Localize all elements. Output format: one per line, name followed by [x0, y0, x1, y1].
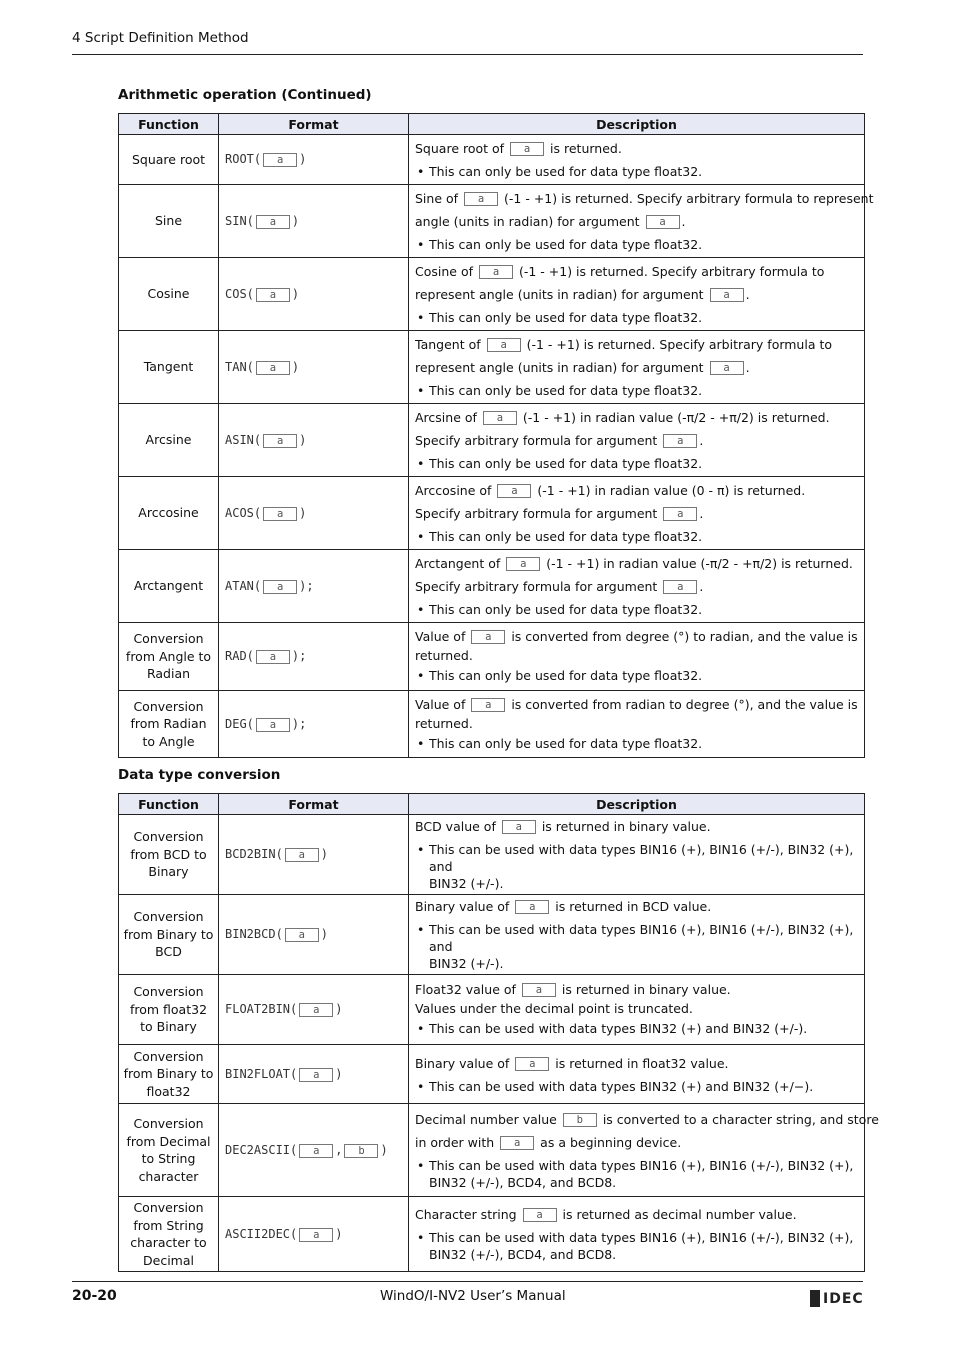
function-name: from Binary to	[123, 926, 214, 942]
function-cell	[119, 815, 219, 895]
table-row	[119, 135, 865, 185]
description-note: • This can only be used for data type float32.	[415, 667, 858, 684]
function-cell	[119, 623, 219, 691]
description-text: Specify arbitrary formula for argument a .	[415, 506, 704, 521]
function-name: BCD	[155, 944, 182, 960]
description-cell	[409, 258, 865, 331]
argument-box-a: a	[710, 288, 744, 302]
function-cell	[119, 1197, 219, 1272]
format-code-end: )	[335, 1002, 343, 1016]
description-note: • This can only be used for data type float32.	[415, 163, 858, 180]
description-text: represent angle (units in radian) for argument a .	[415, 360, 750, 375]
argument-box-a: a	[497, 484, 531, 498]
function-cell	[119, 975, 219, 1045]
column-header-format: Format	[219, 114, 409, 135]
format-code: DEG(	[225, 716, 254, 731]
format-cell	[219, 550, 409, 623]
format-code: BIN2FLOAT(	[225, 1066, 298, 1081]
argument-box-a: a	[256, 650, 290, 664]
argument-box-a: a	[515, 900, 549, 914]
argument-box-a: a	[263, 434, 297, 448]
table-row	[119, 331, 865, 404]
format-cell	[219, 404, 409, 477]
argument-box-a: a	[522, 983, 556, 997]
description-note: • This can only be used for data type float32.	[415, 601, 858, 618]
format-code: TAN(	[225, 359, 254, 374]
function-cell	[119, 477, 219, 550]
function-name: Decimal	[143, 1252, 194, 1268]
table-header-row	[119, 114, 865, 135]
format-code-end: )	[335, 1066, 343, 1081]
function-name: from BCD to	[130, 846, 207, 862]
description-cell	[409, 815, 865, 895]
format-cell	[219, 477, 409, 550]
description-note: • This can only be used for data type float32.	[415, 455, 858, 472]
format-code: BIN2BCD(	[225, 927, 283, 941]
argument-box-a: a	[299, 1144, 333, 1158]
description-note: • This can be used with data types BIN16 (+), BIN16 (+/-), BIN32 (+), BIN32 (+/-), BCD4, and BCD8.	[415, 1157, 858, 1191]
format-cell	[219, 1104, 409, 1197]
format-code-end: )	[299, 505, 307, 520]
table-row	[119, 975, 865, 1045]
format-code: ATAN(	[225, 578, 262, 593]
description-text: Binary value of a is returned in float32 value.	[415, 1055, 729, 1071]
format-code-end: )	[335, 1226, 343, 1241]
argument-box-a: a	[263, 580, 297, 594]
description-text: Tangent of a (-1 - +1) is returned. Specify arbitrary formula to	[415, 337, 833, 352]
argument-box-a: a	[663, 507, 697, 521]
format-cell	[219, 815, 409, 895]
format-code-end: )	[380, 1142, 388, 1157]
description-cell	[409, 550, 865, 623]
description-note: • This can only be used for data type float32.	[415, 528, 858, 545]
format-cell	[219, 623, 409, 691]
description-cell	[409, 185, 874, 258]
column-header-function: Function	[119, 794, 219, 815]
argument-box-a: a	[500, 1136, 534, 1150]
function-name: Tangent	[143, 359, 194, 375]
function-name: Conversion	[133, 909, 204, 925]
argument-box-a: a	[487, 338, 521, 352]
argument-box-a: a	[663, 434, 697, 448]
function-cell	[119, 404, 219, 477]
function-cell	[119, 550, 219, 623]
logo-mark-icon	[810, 1290, 820, 1307]
function-name: Arcsine	[145, 432, 192, 448]
description-note: • This can be used with data types BIN16 (+), BIN16 (+/-), BIN32 (+), BIN32 (+/-), BCD4, and BCD8.	[415, 1229, 858, 1263]
argument-box-a: a	[299, 1003, 333, 1017]
format-code: FLOAT2BIN(	[225, 1002, 298, 1016]
argument-box-a: a	[479, 265, 513, 279]
argument-box-a: a	[464, 192, 498, 206]
function-cell	[119, 895, 219, 975]
function-name: Conversion	[133, 631, 204, 647]
description-text: Arcsine of a (-1 - +1) in radian value (-π/2 - +π/2) is returned.	[415, 410, 830, 425]
description-text: Specify arbitrary formula for argument a .	[415, 579, 704, 594]
section-title-data-type-conversion: Data type conversion	[118, 767, 281, 783]
format-code-end: )	[299, 152, 307, 166]
table-row	[119, 691, 865, 758]
format-cell	[219, 895, 409, 975]
argument-box-a: a	[299, 1228, 333, 1242]
format-code-comma: ,	[335, 1142, 343, 1157]
section-title-arithmetic: Arithmetic operation (Continued)	[118, 87, 372, 103]
argument-box-a: a	[663, 580, 697, 594]
format-code: DEC2ASCII(	[225, 1142, 298, 1157]
format-code: ASCII2DEC(	[225, 1226, 298, 1241]
format-code: BCD2BIN(	[225, 847, 283, 861]
function-name: Square root	[131, 151, 206, 167]
description-cell	[409, 1104, 879, 1197]
description-text: Float32 value of a is returned in binary value.	[415, 982, 731, 997]
argument-box-a: a	[506, 557, 540, 571]
description-note: • This can only be used for data type float32.	[415, 236, 858, 253]
function-name: from Radian	[130, 716, 207, 732]
column-header-format: Format	[219, 794, 409, 815]
argument-box-a: a	[502, 820, 536, 834]
description-text: Square root of a is returned.	[415, 141, 622, 156]
description-cell	[409, 331, 865, 404]
function-cell	[119, 1045, 219, 1104]
table-row	[119, 895, 865, 975]
description-text: Character string a is returned as decimal number value.	[415, 1207, 797, 1222]
format-code-end: );	[291, 649, 307, 663]
column-header-function: Function	[119, 114, 219, 135]
format-code-end: )	[320, 927, 329, 941]
description-text: Arctangent of a (-1 - +1) in radian value (-π/2 - +π/2) is returned.	[415, 556, 853, 571]
description-text: Arccosine of a (-1 - +1) in radian value (0 - π) is returned.	[415, 483, 806, 498]
format-cell	[219, 691, 409, 758]
description-note: • This can only be used for data type float32.	[415, 735, 858, 752]
argument-box-a: a	[510, 142, 544, 156]
description-cell	[409, 1197, 865, 1272]
argument-box-a: a	[256, 288, 290, 302]
function-name: Conversion	[133, 1116, 204, 1131]
description-note: • This can be used with data types BIN16 (+), BIN16 (+/-), BIN32 (+), and BIN32 (+/-).	[415, 921, 858, 972]
function-name: from Binary to	[123, 1066, 214, 1082]
function-name: Arccosine	[138, 505, 199, 521]
manual-title: WindO/I-NV2 User’s Manual	[380, 1288, 566, 1304]
format-code: RAD(	[225, 649, 254, 663]
description-text: returned.	[415, 648, 473, 663]
function-name: from Angle to	[125, 648, 212, 664]
format-code-end: )	[291, 286, 300, 301]
description-text: Cosine of a (-1 - +1) is returned. Specify arbitrary formula to	[415, 264, 825, 279]
argument-box-a: a	[710, 361, 744, 375]
table-row	[119, 815, 865, 895]
function-name: to String	[141, 1151, 196, 1166]
description-text: returned.	[415, 715, 473, 731]
format-cell	[219, 258, 409, 331]
function-name: Arctangent	[133, 578, 204, 594]
table-header-row	[119, 794, 865, 815]
argument-box-a: a	[285, 928, 319, 942]
description-cell	[409, 895, 865, 975]
description-text: represent angle (units in radian) for argument a .	[415, 287, 750, 302]
format-code: ACOS(	[225, 505, 262, 520]
function-name: from String	[133, 1217, 204, 1233]
logo-text: IDEC	[823, 1290, 864, 1307]
argument-box-a: a	[256, 361, 290, 375]
table-row	[119, 623, 865, 691]
page-number: 20-20	[72, 1288, 117, 1304]
description-text: Decimal number value b is converted to a character string, and store	[415, 1111, 879, 1127]
format-code-end: )	[291, 359, 300, 374]
description-note: • This can be used with data types BIN32 (+) and BIN32 (+/−).	[415, 1078, 858, 1095]
description-note: • This can be used with data types BIN16 (+), BIN16 (+/-), BIN32 (+), and BIN32 (+/-).	[415, 841, 858, 892]
argument-box-a: a	[471, 630, 505, 644]
function-name: Conversion	[133, 1048, 204, 1064]
argument-box-a: a	[299, 1068, 333, 1082]
format-code: ASIN(	[225, 432, 262, 447]
format-code-end: );	[291, 716, 307, 731]
description-note: • This can only be used for data type float32.	[415, 309, 858, 326]
function-cell	[119, 331, 219, 404]
format-cell	[219, 135, 409, 185]
function-name: Conversion	[133, 829, 204, 845]
format-code: ROOT(	[225, 152, 262, 166]
function-name: float32	[146, 1083, 191, 1099]
description-text: Specify arbitrary formula for argument a .	[415, 433, 704, 448]
argument-box-b: b	[563, 1113, 597, 1127]
argument-box-a: a	[285, 848, 319, 862]
format-cell	[219, 975, 409, 1045]
table-row	[119, 404, 865, 477]
format-code-end: );	[299, 578, 314, 593]
column-header-description: Description	[409, 114, 865, 135]
function-name: Conversion	[133, 698, 204, 714]
function-name: Sine	[154, 213, 183, 229]
table-row	[119, 1104, 865, 1197]
footer-rule	[72, 1281, 863, 1282]
description-text: BCD value of a is returned in binary value.	[415, 819, 711, 834]
description-cell	[409, 404, 865, 477]
idec-logo	[810, 1289, 864, 1308]
table-row	[119, 1045, 865, 1104]
description-text: Sine of a (-1 - +1) is returned. Specify arbitrary formula to represent	[415, 191, 874, 206]
description-text: in order with a as a beginning device.	[415, 1134, 682, 1150]
format-code: SIN(	[225, 213, 254, 228]
description-cell	[409, 975, 865, 1045]
description-text: Values under the decimal point is truncated.	[415, 1001, 693, 1016]
function-name: character to	[130, 1235, 207, 1250]
format-cell	[219, 1197, 409, 1272]
argument-box-b: b	[344, 1144, 378, 1158]
function-name: to Angle	[142, 733, 195, 749]
column-header-description: Description	[409, 794, 865, 815]
format-code: COS(	[225, 286, 254, 301]
chapter-header: 4 Script Definition Method	[72, 30, 249, 46]
function-cell	[119, 185, 219, 258]
table-row	[119, 550, 865, 623]
function-name: Radian	[146, 666, 191, 682]
description-cell	[409, 477, 865, 550]
description-cell	[409, 691, 865, 758]
format-code-end: )	[299, 432, 307, 447]
function-cell	[119, 691, 219, 758]
table-row	[119, 477, 865, 550]
argument-box-a: a	[256, 215, 290, 229]
description-text: Binary value of a is returned in BCD value.	[415, 899, 712, 914]
function-name: from float32	[129, 1001, 208, 1017]
description-text: Value of a is converted from degree (°) to radian, and the value is	[415, 629, 858, 644]
header-rule	[72, 54, 863, 55]
function-name: Binary	[148, 864, 189, 880]
argument-box-a: a	[263, 153, 297, 167]
argument-box-a: a	[263, 507, 297, 521]
function-name: Cosine	[147, 286, 190, 302]
function-name: to Binary	[140, 1019, 197, 1035]
argument-box-a: a	[515, 1057, 549, 1071]
function-name: Conversion	[133, 984, 204, 1000]
table-row	[119, 185, 865, 258]
argument-box-a: a	[483, 411, 517, 425]
function-cell	[119, 1104, 219, 1197]
function-name: character	[138, 1168, 199, 1184]
description-note: • This can only be used for data type float32.	[415, 382, 858, 399]
argument-box-a: a	[471, 698, 505, 712]
arithmetic-table	[118, 113, 874, 758]
description-text: Value of a is converted from radian to degree (°), and the value is	[415, 696, 858, 712]
table-row	[119, 258, 865, 331]
description-cell	[409, 623, 865, 691]
format-cell	[219, 1045, 409, 1104]
table-row	[119, 1197, 865, 1272]
function-name: Conversion	[133, 1200, 204, 1215]
data-type-conversion-table	[118, 793, 879, 1272]
argument-box-a: a	[256, 718, 290, 732]
format-cell	[219, 331, 409, 404]
function-cell	[119, 135, 219, 185]
format-code-end: )	[291, 213, 300, 228]
argument-box-a: a	[646, 215, 680, 229]
description-cell	[409, 1045, 865, 1104]
format-code-end: )	[320, 847, 329, 861]
function-cell	[119, 258, 219, 331]
description-note: • This can be used with data types BIN32 (+) and BIN32 (+/-).	[415, 1020, 858, 1037]
description-text: angle (units in radian) for argument a .	[415, 214, 686, 229]
format-cell	[219, 185, 409, 258]
argument-box-a: a	[523, 1208, 557, 1222]
description-cell	[409, 135, 865, 185]
function-name: from Decimal	[126, 1133, 211, 1149]
